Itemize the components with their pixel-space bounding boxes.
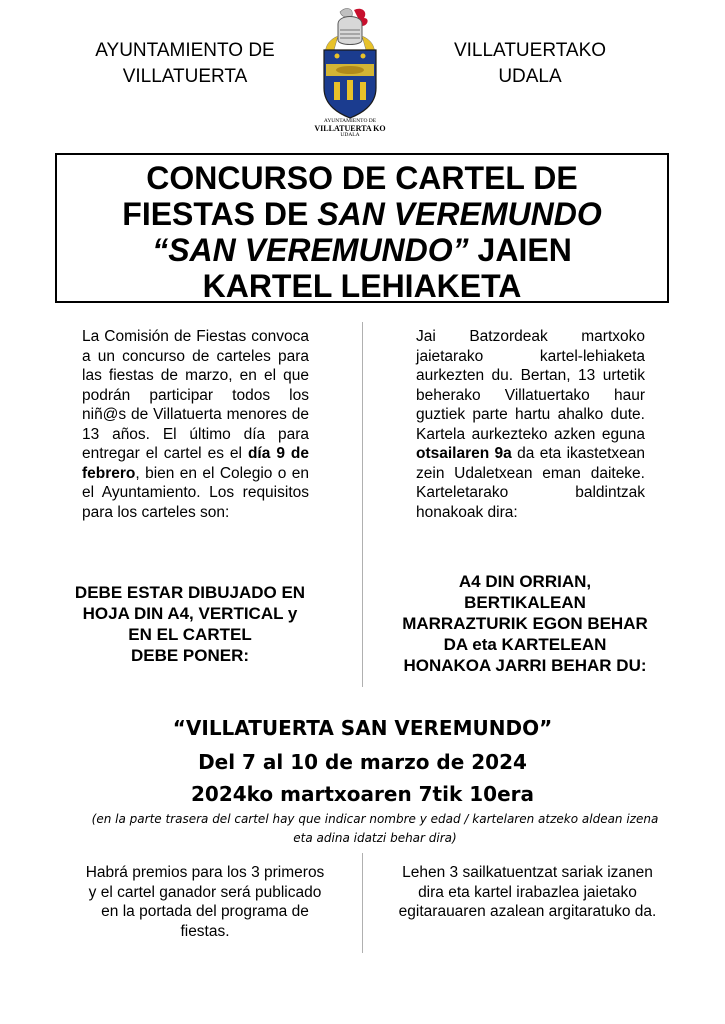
- title-line3: [57, 232, 667, 268]
- spanish-req-line2: HOJA DIN A4, VERTICAL y: [82, 604, 298, 623]
- header-left: [60, 38, 310, 90]
- poster-required-text: “VILLATUERTA SAN VEREMUNDO”: [172, 716, 553, 740]
- festival-dates-basque: 2024ko martxoaren 7tik 10era: [190, 782, 534, 806]
- spanish-req-line1: DEBE ESTAR DIBUJADO EN: [74, 583, 306, 602]
- crest-caption-line2: VILLATUERTA KO: [314, 124, 386, 133]
- basque-requirements: [375, 571, 675, 676]
- back-of-poster-note: (en la parte trasera del cartel hay que indicar nombre y edad / kartelaren atzeko aldean izena eta adina idatzi behar dira): [91, 812, 659, 845]
- crest-caption-line1: AYUNTAMIENTO DE: [323, 118, 377, 124]
- title-line2-a: FIESTAS DE: [122, 196, 318, 232]
- header-left-line2: VILLATUERTA: [122, 66, 248, 87]
- basque-intro-text: Jai Batzordeak martxoko jaietarako kartel-lehiaketa aurkezten du. Bertan, 13 urtetik beherako Villatuertako haur guztiek parte hartu ahalko dute. Kartela aurkezteko azken eguna: [416, 328, 645, 443]
- title-box: [55, 153, 669, 303]
- crest-caption: [298, 118, 402, 139]
- footer-divider: [362, 853, 363, 953]
- spanish-req-line4: DEBE PONER:: [130, 646, 250, 665]
- basque-intro-end: da eta ikastetxean zein Udaletxean eman daiteke. Karteletarako baldintzak honakoak dira:: [416, 445, 645, 521]
- crest-caption-line3: UDALA: [340, 132, 360, 138]
- basque-req-line4: DA eta KARTELEAN: [443, 635, 607, 654]
- basque-prizes: Lehen 3 sailkatuentzat sariak izanen dira eta kartel irabazlea jaietako egitarauaren azalean argitaratuko da.: [398, 864, 657, 920]
- basque-req-line5: HONAKOA JARRI BEHAR DU:: [403, 656, 647, 675]
- spanish-intro-end: , bien en el Colegio o en el Ayuntamiento. Los requisitos para los carteles son:: [82, 464, 309, 521]
- basque-req-line2: BERTIKALEAN: [464, 593, 586, 612]
- spanish-deadline: día 9 de febrero: [82, 445, 310, 482]
- basque-req-line3: MARRAZTURIK EGON BEHAR: [402, 614, 648, 633]
- basque-req-line1: A4 DIN ORRIAN,: [458, 572, 592, 591]
- spanish-req-line3: EN EL CARTEL: [128, 625, 252, 644]
- spanish-intro: [82, 327, 309, 522]
- spanish-requirements: [55, 582, 325, 666]
- header-right-line1: VILLATUERTAKO: [453, 40, 607, 61]
- spanish-intro-text: La Comisión de Fiestas convoca a un concurso de carteles para las fiestas de marzo, en el que podrán participar todos los niñ@s de Villatuerta menores de 13 años. El último día para entregar el cartel es el: [82, 328, 309, 462]
- title-line4: KARTEL LEHIAKETA: [202, 268, 522, 304]
- title-line2-b: SAN VEREMUNDO: [317, 196, 602, 232]
- title-line3-b: JAIEN: [468, 232, 572, 268]
- header-right: [405, 38, 655, 90]
- title-line2: [57, 196, 667, 232]
- spanish-prizes: Habrá premios para los 3 primeros y el cartel ganador será publicado en la portada del programa de fiestas.: [85, 864, 325, 940]
- header-left-line1: AYUNTAMIENTO DE: [95, 40, 275, 61]
- column-divider: [362, 322, 363, 687]
- header-right-line2: UDALA: [498, 66, 562, 87]
- festival-dates-spanish: Del 7 al 10 de marzo de 2024: [198, 750, 527, 774]
- basque-deadline: otsailaren 9a: [416, 445, 512, 462]
- basque-intro: [416, 327, 645, 522]
- title-line3-a: “SAN VEREMUNDO”: [152, 232, 469, 268]
- title-line1: CONCURSO DE CARTEL DE: [146, 160, 578, 196]
